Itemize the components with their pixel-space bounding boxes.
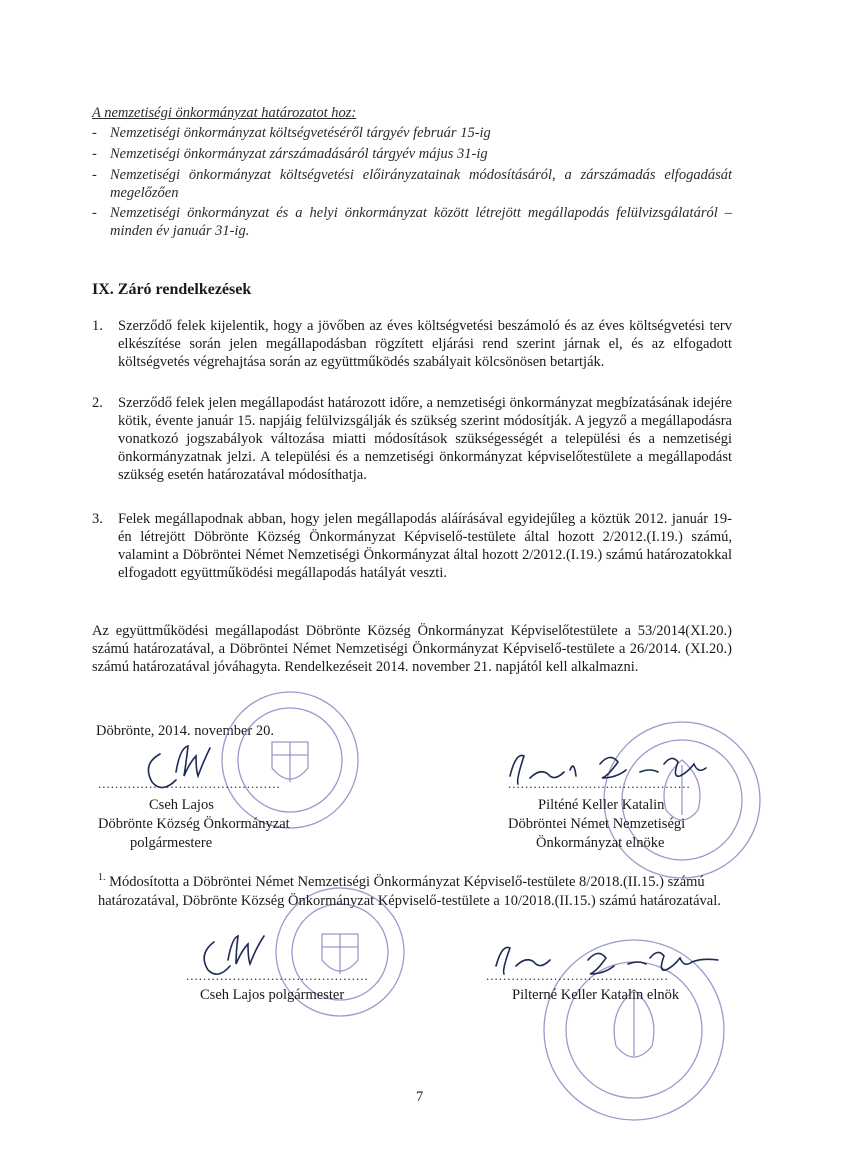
paragraph-number: 1. <box>92 318 103 334</box>
page-number: 7 <box>416 1089 424 1105</box>
duty-item: - Nemzetiségi önkormányzat és a helyi önkormányzat között létrejött megállapodás felülvizsgálatáról – minden év január 31-ig. <box>92 205 732 239</box>
signature-dotted-line: ........................................... <box>486 968 669 983</box>
paragraph-number: 2. <box>92 395 103 411</box>
duty-item-text: Nemzetiségi önkormányzat és a helyi önkormányzat között létrejött megállapodás felülvizsgálatáról – minden év január 31-ig. <box>110 205 732 239</box>
intro-heading: A nemzetiségi önkormányzat határozatot hoz: <box>92 105 357 121</box>
signer-right-role: Döbröntei Német Nemzetiségi <box>508 816 686 832</box>
paragraph-text: Felek megállapodnak abban, hogy jelen megállapodás aláírásával egyidejűleg a köztük 2012. január 19-én létrejött Döbrönte Község Önkormányzat Képviselő-testülete által hozott 2/2012.(I.19.) számú, valamint a Döbröntei Német Nemzetiségi Önkormányzat által hozott 2/2012.(I.19.) számú határozatokkal elfogadott együttműködési megállapodás hatályát veszti. <box>118 511 732 581</box>
signature-dotted-line: ........................................... <box>508 776 691 791</box>
footnote <box>98 868 728 911</box>
footnote-marker: 1. <box>98 872 106 883</box>
duty-item: - Nemzetiségi önkormányzat költségvetéséről tárgyév február 15-ig <box>92 124 732 142</box>
signer-right-title: Pilterné Keller Katalin elnök <box>512 987 680 1003</box>
paragraph-text: Szerződő felek jelen megállapodást határozott időre, a nemzetiségi önkormányzat megbízatásának idejére kötik, évente január 15. napjáig felülvizsgálják és szükség szerint módosítják. A jegyző a megállapodásra vonatkozó jogszabályok változása miatti módosítások szükségességét a települési és a nemzetiségi önkormányzatnak jelzi. A települési és a nemzetiségi önkormányzat képviselőtestülete a megállapodást szükség esetén határozatával módosíthatja. <box>118 395 732 483</box>
duty-item-text: Nemzetiségi önkormányzat költségvetési előirányzatainak módosításáról, a zárszámadás elfogadását megelőzően <box>110 167 732 201</box>
signer-left-role: Döbrönte Község Önkormányzat <box>98 816 290 832</box>
footnote-text: Módosította a Döbröntei Német Nemzetiségi Önkormányzat Képviselő-testülete 8/2018.(II.15.) számú határozatával, Döbrönte Község Önkormányzat Képviselő-testülete a 10/2018.(II.15.) számú határozatával. <box>98 873 721 909</box>
approval-paragraph: Az együttműködési megállapodást Döbrönte Község Önkormányzat Képviselőtestülete a 53/2014(XI.20.) számú határozatával, a Döbröntei Német Nemzetiségi Önkormányzat Képviselő-testülete a 26/2014. (XI.20.) számú határozatával jóváhagyta. Rendelkezéseit 2014. november 21. napjától kell alkalmazni. <box>92 623 732 675</box>
duty-item: - Nemzetiségi önkormányzat zárszámadásáról tárgyév május 31-ig <box>92 145 732 163</box>
signature-dotted-line: ........................................... <box>98 776 281 791</box>
signer-left-title: Cseh Lajos polgármester <box>200 987 345 1003</box>
paragraph-number: 3. <box>92 511 103 527</box>
paragraph-text: Szerződő felek kijelentik, hogy a jövőben az éves költségvetési beszámoló és az éves költségvetési terv elkészítése során jelen megállapodásban rögzített eljárási rend szerint járnak el, és az elfogadott költségvetés végrehajtása során az együttműködés szabályait kölcsönösen betartják. <box>118 318 732 370</box>
association-stamp <box>544 940 724 1120</box>
duty-item-text: Nemzetiségi önkormányzat költségvetéséről tárgyév február 15-ig <box>110 125 491 141</box>
duty-item: - Nemzetiségi önkormányzat költségvetési előirányzatainak módosításáról, a zárszámadás elfogadását megelőzően <box>92 167 732 201</box>
signer-left-role: polgármestere <box>130 835 213 851</box>
signature-dotted-line: ........................................... <box>186 968 369 983</box>
date-line: Döbrönte, 2014. november 20. <box>96 723 274 739</box>
duty-item-text: Nemzetiségi önkormányzat zárszámadásáról tárgyév május 31-ig <box>110 146 488 162</box>
signer-right-role: Önkormányzat elnöke <box>536 835 665 851</box>
section-title: IX. Záró rendelkezések <box>92 281 252 298</box>
signer-left-name: Cseh Lajos <box>149 797 214 813</box>
municipal-stamp <box>222 692 358 828</box>
signer-right-name: Pilténé Keller Katalin <box>538 797 665 813</box>
